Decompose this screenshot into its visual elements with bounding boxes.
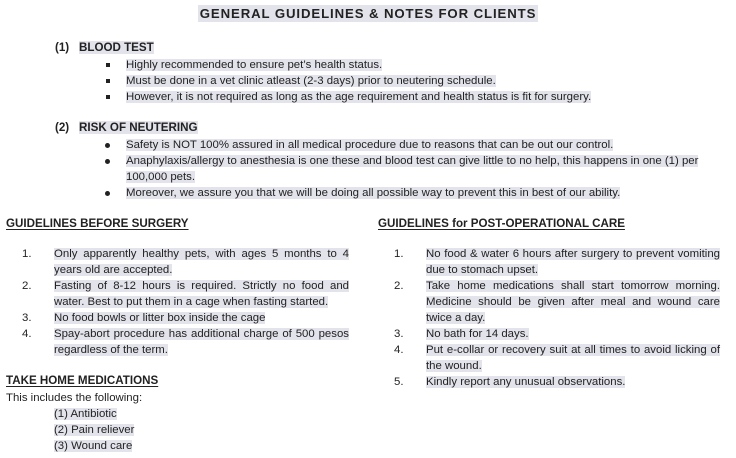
medications-intro: This includes the following: — [6, 392, 143, 404]
before-surgery-list — [22, 246, 349, 358]
medication-item: (1) Antibiotic — [54, 408, 117, 420]
list-item: 2. Fasting of 8-12 hours is required. Strictly no food and water. Best to put them in a cage when fasting started. — [22, 280, 349, 308]
blood-test-list — [104, 57, 724, 105]
list-item: Must be done in a vet clinic atleast (2-3 days) prior to neutering schedule. — [104, 73, 724, 89]
list-item: Anaphylaxis/allergy to anesthesia is one these and blood test can give little to no help, this happens in one (1) per 100,000 pets. — [104, 153, 726, 185]
risk-list — [104, 137, 726, 201]
list-item: 1. Only apparently healthy pets, with ages 5 months to 4 years old are accepted. — [22, 248, 349, 276]
risk-heading — [55, 121, 198, 134]
list-item: 4. Put e-collar or recovery suit at all times to avoid licking of the wound. — [394, 344, 720, 372]
page-title — [0, 6, 736, 21]
medication-item: (2) Pain reliever — [54, 424, 135, 436]
list-item: Safety is NOT 100% assured in all medical procedure due to reasons that can be out our control. — [104, 137, 726, 153]
list-item: Moreover, we assure you that we will be doing all possible way to prevent this in best of our ability. — [104, 185, 726, 201]
list-item: 2. Take home medications shall start tomorrow morning. Medicine should be given after meal and wound care twice a day. — [394, 280, 720, 324]
risk-number: (2) — [55, 121, 70, 134]
post-op-heading: GUIDELINES for POST-OPERATIONAL CARE — [378, 217, 625, 230]
list-item: 1. No food & water 6 hours after surgery to prevent vomiting due to stomach upset. — [394, 248, 720, 276]
blood-test-number: (1) — [55, 41, 70, 54]
blood-test-title: BLOOD TEST — [79, 41, 154, 54]
list-item: 3. No food bowls or litter box inside the cage — [22, 312, 266, 324]
list-item: However, it is not required as long as the age requirement and health status is fit for surgery. — [104, 89, 724, 105]
medication-item: (3) Wound care — [54, 440, 133, 452]
list-item: 3. No bath for 14 days. — [394, 328, 529, 340]
before-surgery-heading: GUIDELINES BEFORE SURGERY — [6, 217, 189, 230]
post-op-list — [394, 246, 720, 390]
blood-test-heading — [55, 41, 154, 54]
list-item: 4. Spay-abort procedure has additional charge of 500 pesos regardless of the term. — [22, 328, 349, 356]
list-item: 5. Kindly report any unusual observations. — [394, 376, 626, 388]
list-item: Highly recommended to ensure pet’s health status. — [104, 57, 724, 73]
risk-title: RISK OF NEUTERING — [79, 121, 198, 134]
page-title-text: GENERAL GUIDELINES & NOTES FOR CLIENTS — [199, 6, 537, 21]
medications-heading: TAKE HOME MEDICATIONS — [6, 374, 159, 387]
